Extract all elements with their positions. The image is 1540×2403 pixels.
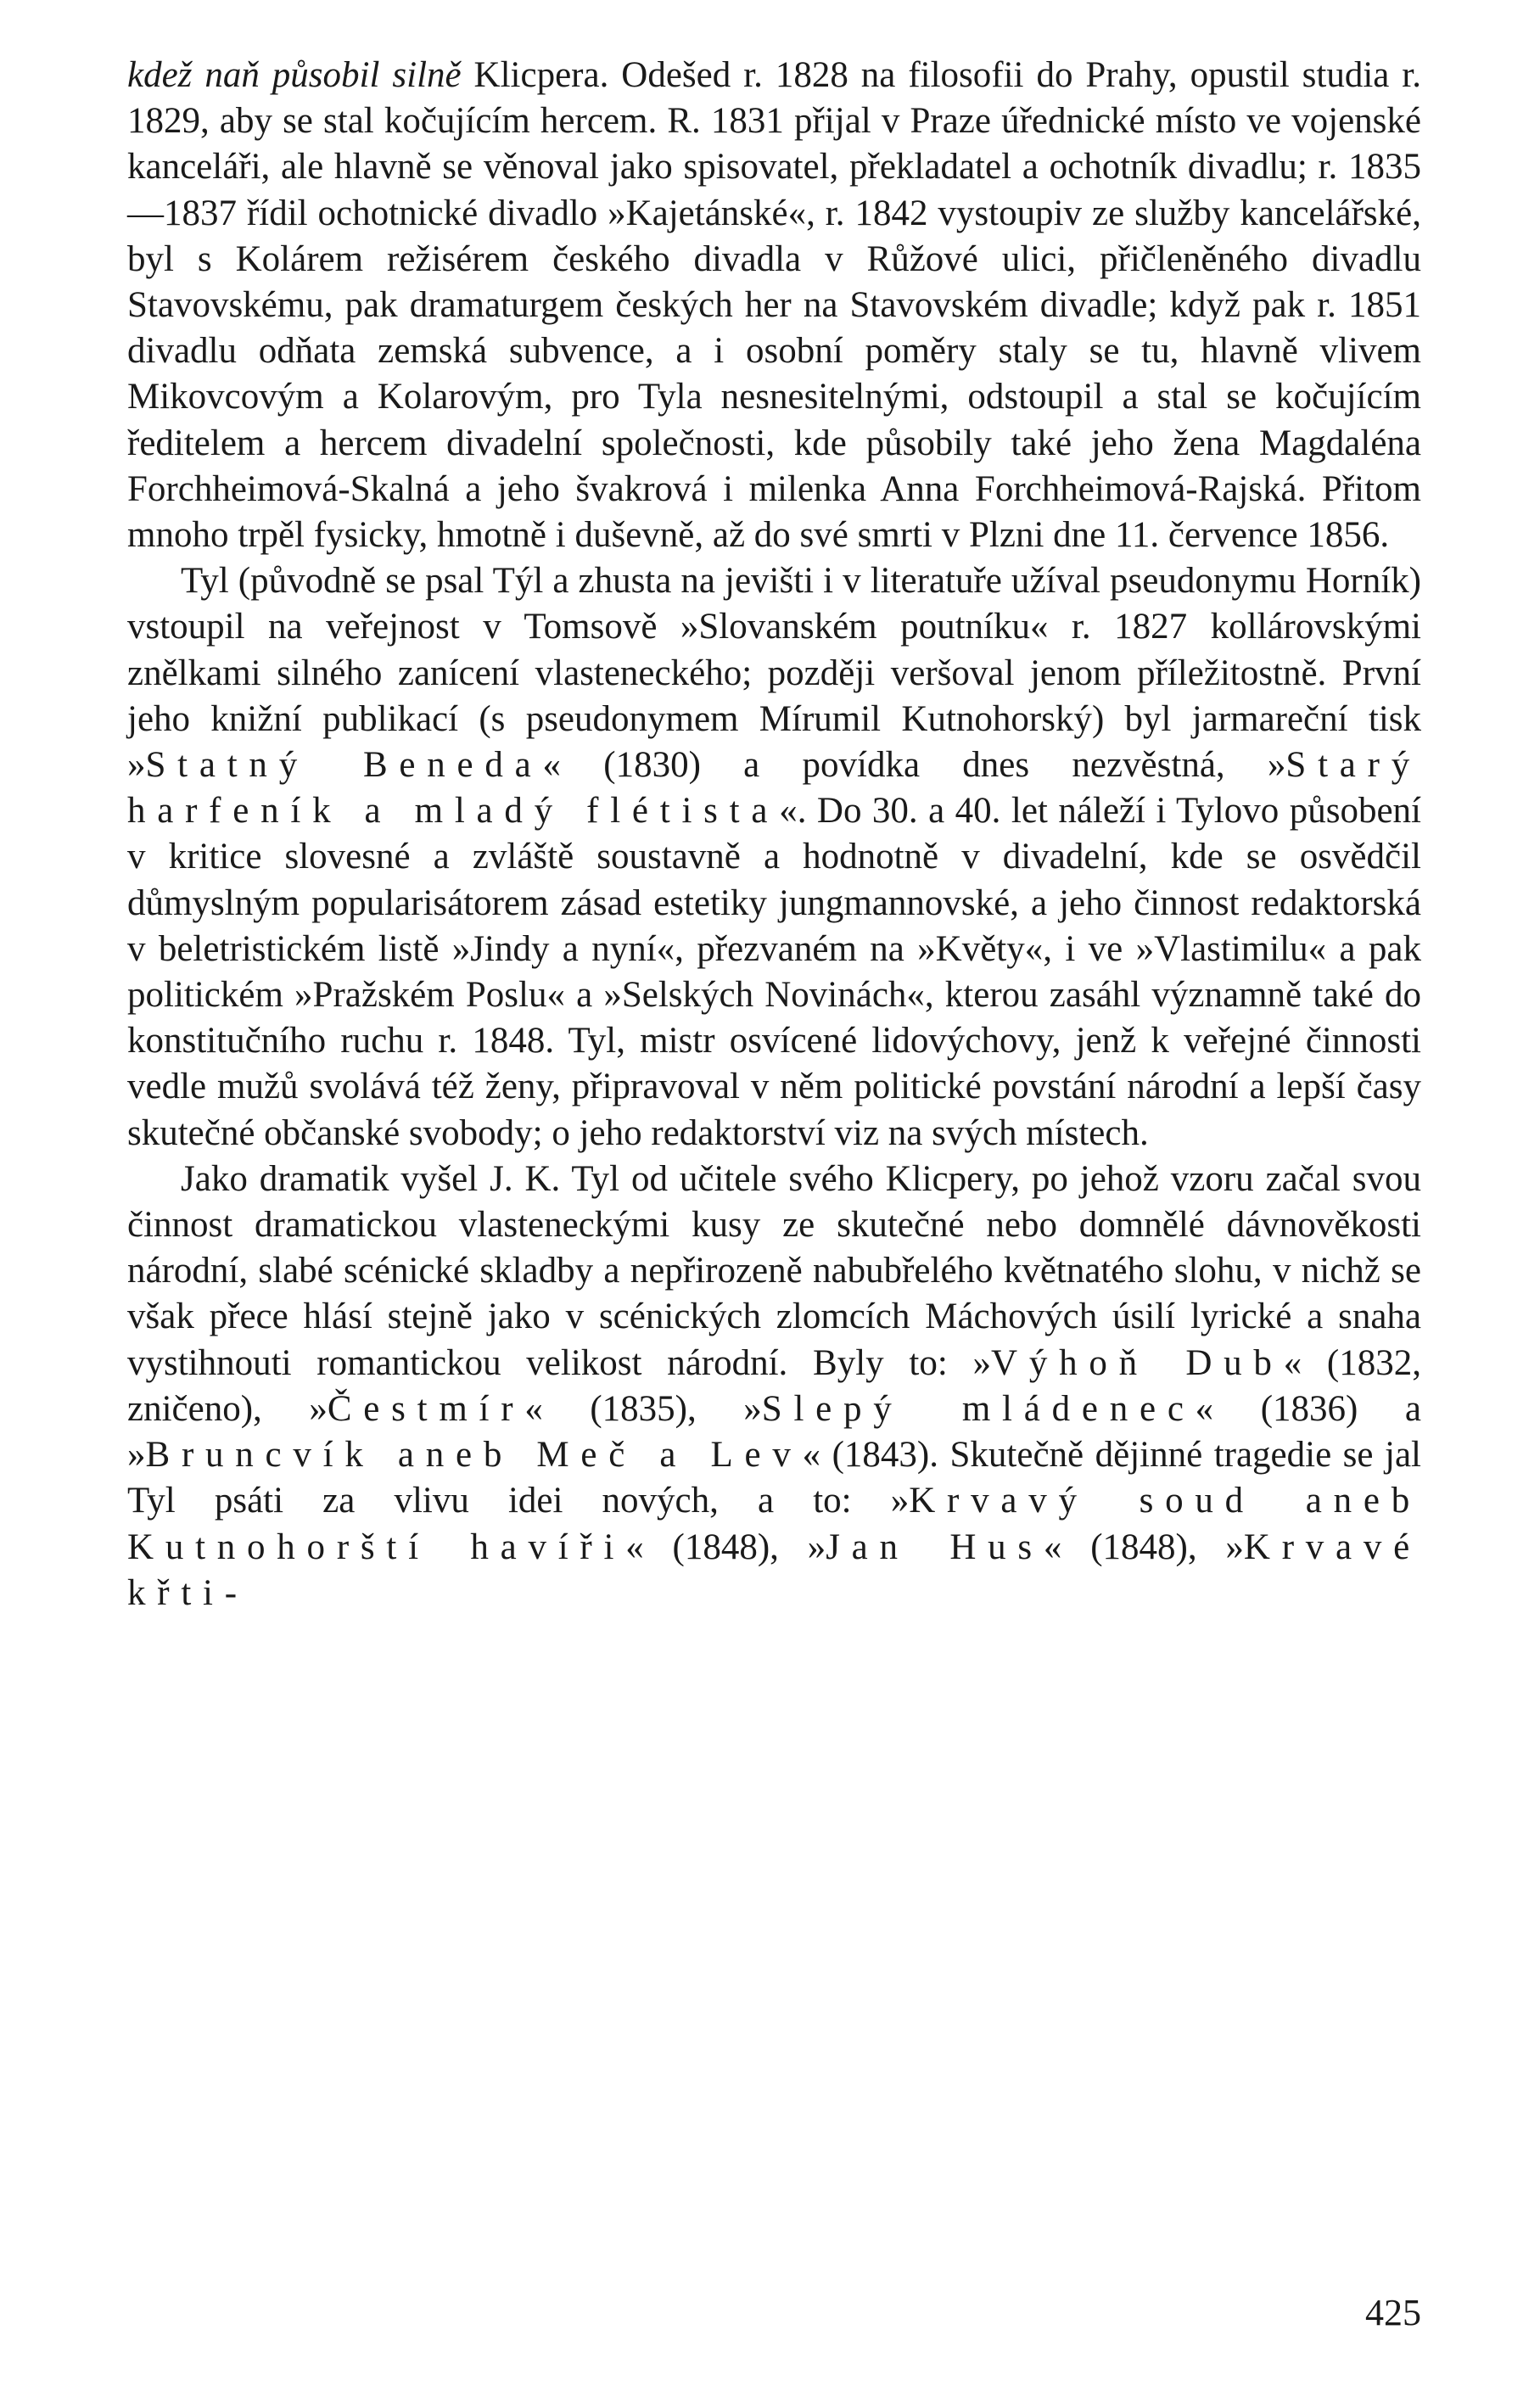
spaced-title: Statný Beneda <box>145 745 543 786</box>
text-span: «. Do 30. a 40. let náleží i Tylovo působení v kritice slovesné a zvláště soustavně a hodnotně v divadelní, kde se osvědčil důmyslným popularisátorem zásad estetiky jungmannovské, a jeho činnost redaktorská v beletristickém listě »Jindy a nyní«, přezvaném na »Květy«, i ve »Vlastimilu« a pak politickém »Pražském Poslu« a »Selských Novinách«, kterou zasáhl významně také do konstitučního ruchu r. 1848. Tyl, mistr osvícené lidovýchovy, jenž k veřejné činnosti vedle mužů svolává též ženy, připravoval v něm politické povstání národní a lepší časy skutečné občanské svobody; o jeho redaktorství viz na svých místech. <box>127 791 1421 1153</box>
spaced-title: Krvavý soud aneb Kutnohorští havíři <box>127 1481 1421 1567</box>
spaced-title: Výhoň Dub <box>991 1342 1284 1383</box>
paragraph-1 <box>127 53 1421 558</box>
text-span: « (1835), » <box>524 1388 762 1429</box>
spaced-title: Bruncvík aneb Meč a Lev <box>145 1435 803 1476</box>
text-span: kdež naň působil silně <box>127 55 462 95</box>
text-span: Klicpera. Odešed r. 1828 na filosofii do Prahy, opustil studia r. 1829, aby se stal kočujícím hercem. R. 1831 přijal v Praze úřednické místo ve vojenské kanceláři, ale hlavně se věnoval jako spisovatel, překladatel a ochotník divadlu; r. 1835—1837 řídil ochotnické divadlo »Kajetánské«, r. 1842 vystoupiv ze služby kancelářské, byl s Kolárem režisérem českého divadla v Růžové ulici, přičleněného divadlu Stavovskému, pak dramaturgem českých her na Stavovském divadle; když pak r. 1851 divadlu odňata zemská subvence, a i osobní poměry staly se tu, hlavně vlivem Mikovcovým a Kolarovým, pro Tyla nesnesitelnými, odstoupil a stal se kočujícím ředitelem a hercem divadelní společnosti, kde působily také jeho žena Magdaléna Forchheimová-Skalná a jeho švakrová i milenka Anna Forchheimová-Rajská. Přitom mnoho trpěl fysicky, hmotně i duševně, až do své smrti v Plzni dne 11. července 1856. <box>127 55 1422 556</box>
spaced-title: Čestmír <box>327 1388 525 1429</box>
text-span: Tyl (původně se psal Týl a zhusta na jevišti i v literatuře užíval pseudonymu Horník) vstoupil na veřejnost v Tomsově »Slovanském poutníku« r. 1827 kollárovskými znělkami silného zanícení vlasteneckého; později veršoval jenom příležitostně. První jeho knižní publikací (s pseudonymem Mírumil Kutnohorský) byl jarmareční tisk » <box>127 561 1421 786</box>
spaced-title: Starý harfeník a mladý flétista <box>127 745 1421 832</box>
text-span: « (1843). Skutečně dějinné tragedie se jal Tyl psáti za vlivu idei nových, a to: » <box>127 1435 1421 1521</box>
text-span: « (1848), » <box>625 1526 826 1567</box>
text-span: « (1848), » <box>1043 1526 1244 1567</box>
paragraph-3 <box>127 1157 1421 1616</box>
spaced-title: Slepý mládenec <box>761 1388 1196 1429</box>
book-page-text <box>127 53 1421 1616</box>
spaced-title: Krvavé křti- <box>127 1526 1421 1613</box>
page-number: 425 <box>1365 2292 1421 2333</box>
text-span: « (1832, zničeno), » <box>127 1342 1422 1429</box>
text-span: « (1836) a » <box>127 1388 1421 1476</box>
spaced-title: Jan Hus <box>826 1526 1044 1567</box>
text-span: « (1830) a povídka dnes nezvěstná, » <box>542 745 1286 786</box>
paragraph-2 <box>127 558 1421 1157</box>
text-span: Jako dramatik vyšel J. K. Tyl od učitele svého Klicpery, po jehož vzoru začal svou činnost dramatickou vlasteneckými kusy ze skutečné nebo domnělé dávnověkosti národní, slabé scénické skladby a nepřirozeně nabubřelého květnatého slohu, v nichž se však přece hlásí stejně jako v scénických zlomcích Máchových úsilí lyrické a snaha vystihnouti romantickou velikost národní. Byly to: » <box>127 1158 1421 1383</box>
